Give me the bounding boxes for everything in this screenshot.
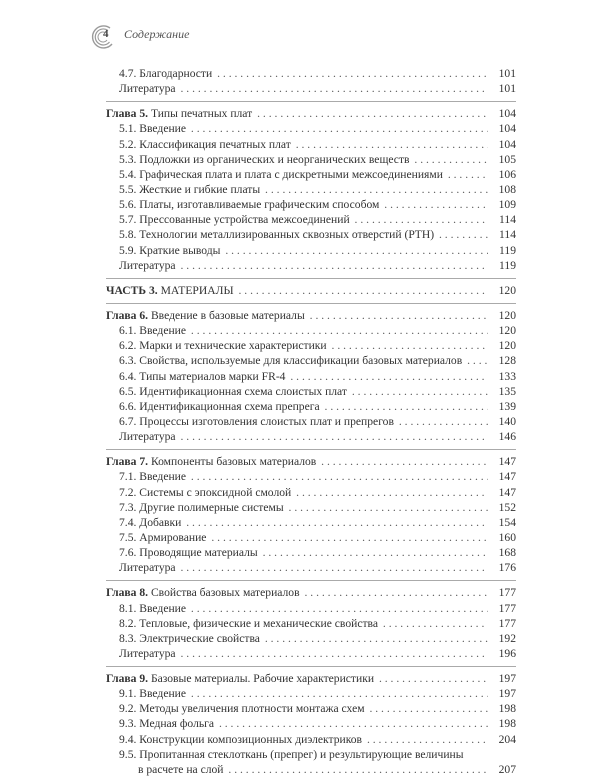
toc-page-number: 106 xyxy=(498,167,516,181)
toc-page-number: 133 xyxy=(498,369,516,383)
table-of-contents xyxy=(106,66,516,777)
toc-entry-title xyxy=(119,702,367,715)
toc-entry[interactable] xyxy=(106,338,516,353)
toc-entry-title xyxy=(119,228,436,241)
toc-entry-text: 8.1. Введение xyxy=(119,601,187,615)
toc-entry-text: 5.2. Классификация печатных плат xyxy=(119,137,291,151)
toc-chapter-label: Глава 9. xyxy=(106,672,149,686)
toc-entry[interactable] xyxy=(106,212,516,227)
toc-page-number: 108 xyxy=(498,182,516,196)
toc-page-number: 128 xyxy=(498,354,516,368)
toc-entry[interactable] xyxy=(106,414,516,429)
toc-page-number: 177 xyxy=(498,616,516,630)
toc-chapter-heading[interactable] xyxy=(106,454,516,469)
toc-page-number: 177 xyxy=(498,586,516,600)
toc-entry-text: 6.3. Свойства, используемые для классификации базовых материалов xyxy=(119,354,463,368)
toc-page-number: 177 xyxy=(498,601,516,615)
toc-page-number: 147 xyxy=(498,470,516,484)
toc-entry[interactable] xyxy=(106,384,516,399)
toc-chapter-label: ЧАСТЬ 3. xyxy=(106,283,158,297)
toc-entry-title xyxy=(106,586,302,599)
toc-entry-text: Литература xyxy=(119,258,176,272)
toc-entry-title xyxy=(119,617,380,630)
toc-entry[interactable] xyxy=(106,515,516,530)
toc-entry-text: 5.9. Краткие выводы xyxy=(119,243,221,257)
toc-page-number: 146 xyxy=(498,430,516,444)
toc-page-number: 147 xyxy=(498,455,516,469)
toc-entry[interactable] xyxy=(106,469,516,484)
toc-entry-title xyxy=(119,138,293,151)
toc-entry-text: Свойства базовых материалов xyxy=(150,586,300,600)
toc-entry-title xyxy=(106,455,318,468)
toc-page-number: 119 xyxy=(499,243,516,257)
toc-page-number: 114 xyxy=(499,213,516,227)
toc-entry-text: 4.7. Благодарности xyxy=(119,67,213,80)
toc-entry[interactable] xyxy=(106,601,516,616)
toc-entry-title xyxy=(119,198,381,211)
toc-page-number: 119 xyxy=(499,258,516,272)
toc-entry-text: 5.5. Жесткие и гибкие платы xyxy=(119,182,261,196)
toc-entry[interactable] xyxy=(106,81,516,96)
toc-page-number: 109 xyxy=(498,198,516,212)
toc-entry-title xyxy=(119,486,293,499)
toc-entry[interactable] xyxy=(106,631,516,646)
toc-entry[interactable] xyxy=(106,243,516,258)
page-number: 4 xyxy=(103,28,109,40)
toc-entry-title xyxy=(119,501,286,514)
toc-entry-title xyxy=(119,546,260,559)
toc-entry-text: Литература xyxy=(119,561,176,575)
toc-entry[interactable] xyxy=(106,353,516,368)
toc-entry-title xyxy=(119,400,322,413)
toc-entry-title xyxy=(119,370,287,383)
toc-entry-text: 7.1. Введение xyxy=(119,470,187,484)
toc-entry[interactable] xyxy=(106,137,516,152)
toc-entry-title xyxy=(119,531,208,544)
toc-entry[interactable] xyxy=(106,197,516,212)
toc-page-number: 204 xyxy=(498,732,516,746)
toc-entry-title xyxy=(119,415,396,428)
toc-entry-text: Компоненты базовых материалов xyxy=(150,455,317,469)
toc-page-number: 101 xyxy=(498,82,516,96)
toc-entry-text: 9.5. Пропитанная стеклоткань (препрег) и результирующие величины xyxy=(119,747,464,761)
section-divider xyxy=(106,449,516,450)
toc-page-number: 139 xyxy=(498,399,516,413)
toc-entry-text: 9.3. Медная фольга xyxy=(119,717,215,731)
toc-entry[interactable] xyxy=(106,258,516,273)
toc-entry-text: 7.3. Другие полимерные системы xyxy=(119,500,284,514)
toc-entry-text: 8.2. Тепловые, физические и механические свойства xyxy=(119,616,379,630)
section-divider xyxy=(106,303,516,304)
toc-entry-text: 5.8. Технологии металлизированных сквозных отверстий (PTH) xyxy=(119,228,435,242)
toc-entry[interactable] xyxy=(106,762,516,777)
toc-entry[interactable] xyxy=(106,121,516,136)
toc-chapter-label: Глава 7. xyxy=(106,455,149,469)
toc-entry-title xyxy=(119,82,178,95)
toc-entry-title xyxy=(119,168,445,181)
toc-entry-title xyxy=(119,183,262,196)
toc-chapter-label: Глава 5. xyxy=(106,107,149,121)
toc-page-number: 135 xyxy=(498,384,516,398)
toc-entry-text: 6.2. Марки и технические характеристики xyxy=(119,339,327,353)
toc-entry-title xyxy=(106,107,254,120)
toc-entry[interactable] xyxy=(106,182,516,197)
toc-entry-text: Литература xyxy=(119,430,176,444)
toc-entry-title xyxy=(119,470,188,483)
toc-page-number: 101 xyxy=(498,67,516,80)
toc-entry-title xyxy=(119,244,222,257)
toc-entry-text: 6.7. Процессы изготовления слоистых плат и препрегов xyxy=(119,414,394,428)
toc-entry-title xyxy=(119,717,216,730)
toc-entry[interactable] xyxy=(106,66,516,81)
toc-entry-text: 6.4. Типы материалов марки FR-4 xyxy=(119,369,286,383)
toc-page-number: 120 xyxy=(498,324,516,338)
toc-entry-title xyxy=(119,733,364,746)
section-divider xyxy=(106,580,516,581)
toc-page-number: 198 xyxy=(498,717,516,731)
toc-entry-text: 7.6. Проводящие материалы xyxy=(119,546,258,560)
toc-entry-title xyxy=(119,339,329,352)
toc-page-number: 104 xyxy=(498,122,516,136)
toc-page-number: 160 xyxy=(498,530,516,544)
toc-entry-text: МАТЕРИАЛЫ xyxy=(160,283,234,297)
toc-page-number: 192 xyxy=(498,631,516,645)
toc-entry-text: 9.1. Введение xyxy=(119,687,187,701)
toc-entry-text: Введение в базовые материалы xyxy=(150,308,305,322)
toc-entry-text: Литература xyxy=(119,646,176,660)
toc-entry-text: 5.6. Платы, изготавливаемые графическим способом xyxy=(119,198,380,212)
toc-entry-title xyxy=(119,122,188,135)
toc-entry-text: 5.1. Введение xyxy=(119,122,187,136)
toc-page-number: 152 xyxy=(498,500,516,514)
toc-page-number: 120 xyxy=(498,339,516,353)
toc-chapter-heading[interactable] xyxy=(106,308,516,323)
toc-entry[interactable] xyxy=(106,545,516,560)
toc-page-number: 176 xyxy=(498,561,516,575)
toc-entry-text: 7.4. Добавки xyxy=(119,515,182,529)
toc-entry-text: Базовые материалы. Рабочие характеристики xyxy=(150,672,375,686)
toc-part-heading[interactable] xyxy=(106,283,516,298)
toc-entry-title xyxy=(119,647,178,660)
toc-entry-text: 6.6. Идентификационная схема препрега xyxy=(119,399,320,413)
toc-entry-title xyxy=(119,324,188,337)
toc-entry-title xyxy=(119,213,352,226)
toc-entry[interactable] xyxy=(106,646,516,661)
toc-entry-title xyxy=(138,763,226,776)
toc-page-number: 140 xyxy=(498,414,516,428)
toc-entry-title xyxy=(119,430,178,443)
toc-entry[interactable] xyxy=(106,152,516,167)
toc-entry[interactable] xyxy=(106,369,516,384)
toc-page-number: 120 xyxy=(498,308,516,322)
toc-entry-text: 9.4. Конструкции композиционных диэлектриков xyxy=(119,732,363,746)
toc-entry-title xyxy=(119,354,464,367)
toc-page-number: 207 xyxy=(498,762,516,776)
toc-entry-text: 5.4. Графическая плата и плата с дискретными межсоединениями xyxy=(119,167,443,181)
toc-entry-title xyxy=(119,67,214,80)
toc-entry-title xyxy=(106,284,236,297)
toc-entry-title xyxy=(119,516,183,529)
toc-entry[interactable] xyxy=(106,485,516,500)
toc-page-number: 197 xyxy=(498,672,516,686)
toc-entry-text: 5.7. Прессованные устройства межсоединений xyxy=(119,213,350,227)
toc-entry-title xyxy=(119,632,262,645)
toc-entry-text: в расчете на слой xyxy=(138,762,224,776)
toc-page-number: 154 xyxy=(498,515,516,529)
toc-entry-title xyxy=(119,602,188,615)
toc-chapter-label: Глава 6. xyxy=(106,308,149,322)
toc-page-number: 105 xyxy=(498,152,516,166)
toc-entry[interactable] xyxy=(106,399,516,414)
toc-chapter-heading[interactable] xyxy=(106,585,516,600)
section-divider xyxy=(106,101,516,102)
toc-entry-title xyxy=(119,561,178,574)
toc-page-number: 147 xyxy=(498,485,516,499)
toc-entry[interactable] xyxy=(106,701,516,716)
toc-entry-text: 7.5. Армирование xyxy=(119,530,207,544)
toc-chapter-heading[interactable] xyxy=(106,106,516,121)
toc-chapter-label: Глава 8. xyxy=(106,586,149,600)
toc-entry[interactable] xyxy=(106,500,516,515)
toc-chapter-heading[interactable] xyxy=(106,671,516,686)
toc-entry-text: Типы печатных плат xyxy=(150,107,253,121)
toc-entry[interactable] xyxy=(106,323,516,338)
toc-entry-text: 6.5. Идентификационная схема слоистых плат xyxy=(119,384,347,398)
section-divider xyxy=(106,666,516,667)
section-divider xyxy=(106,278,516,279)
toc-entry-title xyxy=(106,672,376,685)
toc-entry[interactable] xyxy=(106,747,516,762)
toc-entry[interactable] xyxy=(106,716,516,731)
toc-entry[interactable] xyxy=(106,429,516,444)
toc-entry-title xyxy=(119,259,178,272)
toc-entry[interactable] xyxy=(106,167,516,182)
page-header xyxy=(0,18,600,58)
toc-entry-text: 9.2. Методы увеличения плотности монтажа схем xyxy=(119,702,365,716)
toc-page-number: 198 xyxy=(498,702,516,716)
toc-page-number: 114 xyxy=(499,228,516,242)
toc-entry-title xyxy=(119,385,349,398)
toc-page-number: 196 xyxy=(498,646,516,660)
toc-page-number: 104 xyxy=(498,107,516,121)
toc-entry-text: 6.1. Введение xyxy=(119,324,187,338)
toc-entry[interactable] xyxy=(106,560,516,575)
toc-page-number: 120 xyxy=(498,283,516,297)
toc-entry[interactable] xyxy=(106,530,516,545)
toc-entry[interactable] xyxy=(106,227,516,242)
toc-entry-title xyxy=(119,687,188,700)
toc-entry-text: 7.2. Системы с эпоксидной смолой xyxy=(119,485,292,499)
toc-entry-text: Литература xyxy=(119,82,176,96)
toc-entry[interactable] xyxy=(106,732,516,747)
toc-entry[interactable] xyxy=(106,686,516,701)
toc-entry-title xyxy=(119,153,412,166)
toc-entry-text: 8.3. Электрические свойства xyxy=(119,631,260,645)
running-title: Содержание xyxy=(124,27,190,41)
toc-entry[interactable] xyxy=(106,616,516,631)
toc-page-number: 104 xyxy=(498,137,516,151)
toc-page-number: 168 xyxy=(498,546,516,560)
toc-entry-text: 5.3. Подложки из органических и неорганических веществ xyxy=(119,152,410,166)
toc-entry-title xyxy=(106,309,307,322)
toc-page-number: 197 xyxy=(498,687,516,701)
